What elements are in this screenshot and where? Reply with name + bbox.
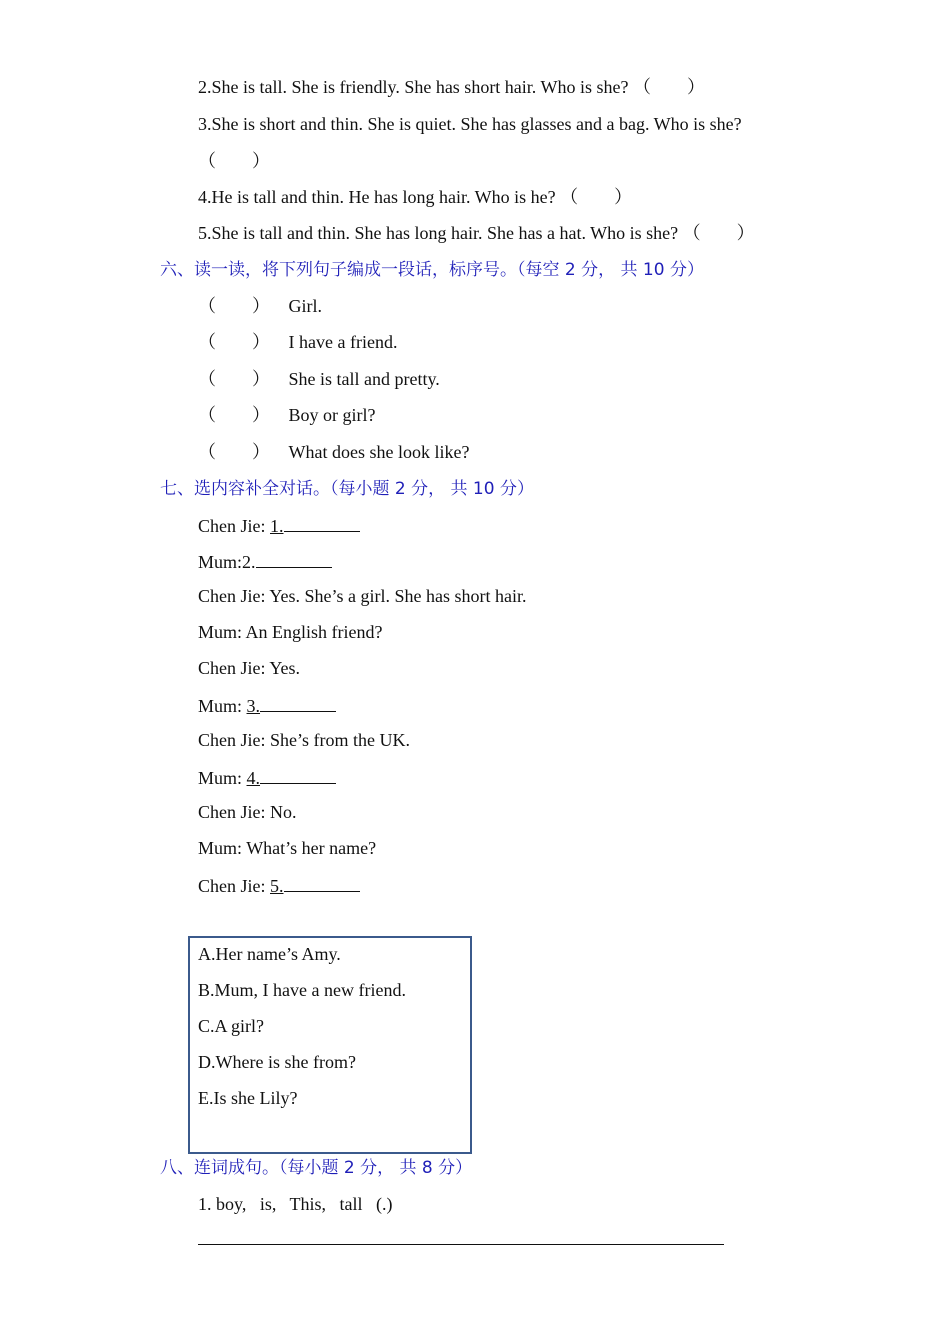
- answer-paren[interactable]: （ ）: [198, 332, 270, 352]
- dialogue-text: Yes. She’s a girl. She has short hair.: [269, 586, 527, 606]
- answer-paren[interactable]: （ ）: [198, 405, 270, 425]
- blank-number: 4.: [246, 768, 261, 788]
- speaker: Mum:: [198, 696, 247, 716]
- dialogue-line: [198, 549, 332, 573]
- answer-blank[interactable]: [260, 693, 336, 712]
- answer-paren[interactable]: （ ）: [198, 151, 270, 171]
- option-e: E.Is she Lily?: [198, 1088, 298, 1108]
- dialogue-text: No.: [270, 802, 297, 822]
- speaker: Mum:: [198, 622, 246, 642]
- option-d: D.Where is she from?: [198, 1052, 356, 1072]
- speaker: Mum:: [198, 838, 247, 858]
- answer-blank[interactable]: [284, 873, 360, 892]
- blank-number: 1.: [270, 516, 284, 536]
- dialogue-line: [198, 693, 336, 717]
- dialogue-line: [198, 657, 300, 679]
- ordering-item: [198, 404, 376, 426]
- ordering-item-text: She is tall and pretty.: [288, 369, 440, 389]
- question-text: 5.She is tall and thin. She has long hair. She has a hat. Who is she?: [198, 223, 679, 243]
- speaker: Chen Jie:: [198, 658, 270, 678]
- dialogue-line: [198, 621, 382, 643]
- ordering-item: [198, 441, 469, 463]
- dialogue-line: [198, 729, 410, 751]
- speaker: Chen Jie:: [198, 516, 270, 536]
- ordering-item: [198, 368, 440, 390]
- options-box: [188, 936, 472, 1154]
- speaker: Mum:: [198, 768, 247, 788]
- section-8-heading: 八、连词成句。（每小题 2 分， 共 8 分）: [160, 1158, 473, 1178]
- dialogue-line: [198, 837, 376, 859]
- speaker: Chen Jie:: [198, 730, 270, 750]
- question-5-3: [198, 113, 742, 135]
- speaker: Chen Jie:: [198, 586, 270, 606]
- ordering-item-text: Boy or girl?: [288, 405, 376, 425]
- ordering-item-text: What does she look like?: [288, 442, 470, 462]
- speaker: Mum:: [198, 552, 243, 572]
- question-text: 4.He is tall and thin. He has long hair. Who is he?: [198, 187, 556, 207]
- question-5-5: [198, 222, 755, 244]
- answer-paren[interactable]: （ ）: [632, 77, 705, 97]
- question-text: 3.She is short and thin. She is quiet. She has glasses and a bag. Who is she?: [198, 114, 742, 134]
- ordering-item: [198, 295, 322, 317]
- answer-paren[interactable]: （ ）: [560, 187, 633, 207]
- question-5-2: [198, 76, 705, 98]
- ordering-item-text: I have a friend.: [288, 332, 398, 352]
- answer-paren[interactable]: （ ）: [198, 296, 270, 316]
- dialogue-text: Yes.: [269, 658, 301, 678]
- question-text: 2.She is tall. She is friendly. She has short hair. Who is she?: [198, 77, 629, 97]
- answer-line[interactable]: [198, 1244, 724, 1245]
- dialogue-line: [198, 585, 527, 607]
- dialogue-text: An English friend?: [245, 622, 383, 642]
- answer-paren[interactable]: （ ）: [198, 369, 270, 389]
- section-6-heading: 六、读一读，将下列句子编成一段话，标序号。（每空 2 分， 共 10 分）: [160, 260, 704, 280]
- blank-number: 3.: [246, 696, 261, 716]
- answer-blank[interactable]: [284, 513, 360, 532]
- answer-paren[interactable]: （ ）: [682, 223, 755, 243]
- dialogue-line: [198, 513, 360, 537]
- option-c: C.A girl?: [198, 1016, 264, 1036]
- question-5-4: [198, 186, 632, 208]
- question-8-1: 1. boy, is, This, tall (.): [198, 1194, 393, 1214]
- dialogue-line: [198, 765, 336, 789]
- dialogue-line: [198, 873, 360, 897]
- dialogue-text: She’s from the UK.: [270, 730, 410, 750]
- ordering-item-text: Girl.: [288, 296, 322, 316]
- speaker: Chen Jie:: [198, 876, 270, 896]
- answer-blank[interactable]: [256, 549, 332, 568]
- dialogue-line: [198, 801, 297, 823]
- answer-blank[interactable]: [260, 765, 336, 784]
- speaker: Chen Jie:: [198, 802, 270, 822]
- blank-number: 2.: [242, 552, 256, 572]
- section-7-heading: 七、选内容补全对话。（每小题 2 分， 共 10 分）: [160, 479, 534, 499]
- blank-number: 5.: [270, 876, 284, 896]
- option-a: A.Her name’s Amy.: [198, 944, 341, 964]
- question-5-3-answer: [198, 150, 270, 172]
- dialogue-text: What’s her name?: [246, 838, 377, 858]
- ordering-item: [198, 331, 397, 353]
- answer-paren[interactable]: （ ）: [198, 442, 270, 462]
- option-b: B.Mum, I have a new friend.: [198, 980, 406, 1000]
